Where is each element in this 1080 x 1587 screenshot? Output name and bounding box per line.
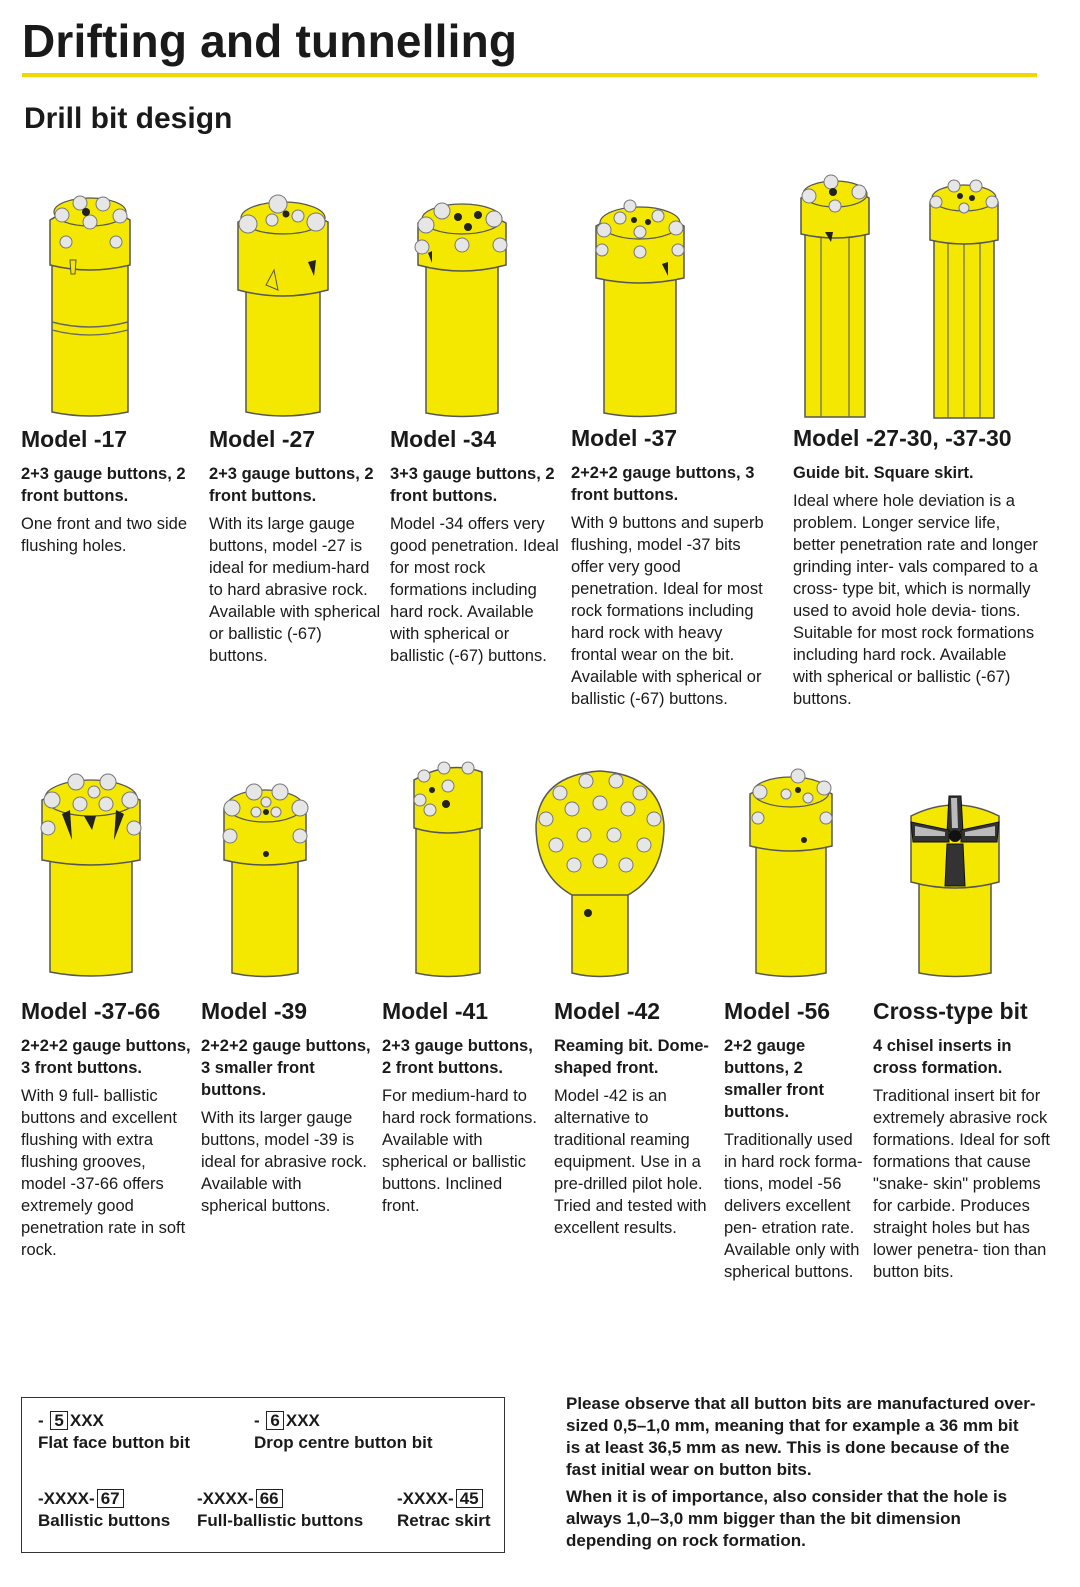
model-spec: 3+3 gauge buttons, 2 front buttons. [390,465,555,505]
model-card-37-66 [21,997,193,1261]
model-description: Traditional insert bit for extremely abrasive rock formations. Ideal for soft formations that cause "snake- skin" problems for carbide. Produces straight holes but has lower penetra- tion than button bits. [873,1087,1050,1281]
bit-illustration-model-27-30 [795,172,875,420]
model-spec: 2+3 gauge buttons, 2 front buttons. [209,465,374,505]
model-name: Model -27 [209,426,316,452]
bit-illustration-model-42 [530,765,670,980]
model-card-56 [724,997,864,1283]
legend-label: Drop centre button bit [254,1433,433,1452]
model-spec: 4 chisel inserts in cross formation. [873,1037,1012,1077]
model-description: Model -42 is an alternative to traditional reaming equipment. Use in a pre-drilled pilot hole. Tried and tested with excellent results. [554,1087,707,1237]
model-spec: Reaming bit. Dome-shaped front. [554,1037,709,1077]
model-card-42 [554,997,714,1239]
bit-illustration-model-27 [228,190,338,420]
model-spec: 2+2+2 gauge buttons, 3 front buttons. [21,1037,191,1077]
bit-illustration-model-37-66 [36,770,146,980]
bit-illustration-model-17 [40,190,140,420]
code-box: 45 [456,1489,483,1508]
bit-illustration-model-37-30 [924,176,1004,420]
page-title: Drifting and tunnelling [22,15,518,67]
legend-flat-face [38,1410,190,1454]
legend-code: -XXXX- 45 [397,1488,491,1510]
model-spec: 2+2 gauge buttons, 2 smaller front buttons. [724,1037,824,1121]
legend-code: -XXXX- 67 [38,1488,170,1510]
model-spec: 2+2+2 gauge buttons, 3 front buttons. [571,464,755,504]
model-name: Model -39 [201,998,308,1024]
code-box: 67 [97,1489,124,1508]
legend-retrac-skirt [397,1488,491,1532]
bit-illustration-cross-type [905,790,1005,980]
bit-illustration-model-56 [746,768,836,980]
model-description: Traditionally used in hard rock forma- tions, model -56 delivers excellent pen- etration rate. Available only with spherical buttons. [724,1131,863,1281]
legend-label: Ballistic buttons [38,1511,171,1530]
model-name: Model -37 [571,425,678,451]
model-name: Model -17 [21,426,128,452]
legend-label: Full-ballistic buttons [197,1511,364,1530]
model-name: Model -34 [390,426,497,452]
model-description: Ideal where hole deviation is a problem. Longer service life, better penetration rate and longer grinding inter- vals compared to a cross- type bit, which is normally used to avoid hole devia- tions. Suitable for most rock formations including hard rock. Available with spherical or ballistic (-67) buttons. [793,492,1038,708]
model-name: Model -41 [382,998,489,1024]
model-description: With its larger gauge buttons, model -39 is ideal for abrasive rock. Available with spherical buttons. [201,1109,367,1215]
model-name: Cross-type bit [873,998,1028,1024]
model-description: With 9 full- ballistic buttons and excellent flushing with extra flushing grooves, model -37-66 offers extremely good penetration rate in soft rock. [21,1087,186,1259]
model-description: Model -34 offers very good penetration. Ideal for most rock formations including hard rock. Available with spherical or ballistic (-67) buttons. [390,515,559,665]
model-card-17 [21,425,196,557]
model-spec: 2+2+2 gauge buttons, 3 smaller front buttons. [201,1037,371,1099]
model-card-27 [209,425,381,667]
model-name: Model -42 [554,998,661,1024]
bit-illustration-model-39 [220,780,310,980]
model-card-37 [571,424,771,710]
model-spec: 2+3 gauge buttons, 2 front buttons. [21,465,186,505]
model-description: With 9 buttons and superb flushing, model -37 bits offer very good penetration. Ideal for most rock formations including hard rock with heavy frontal wear on the bit. Available with spherical or ballistic (-67) buttons. [571,514,764,708]
model-name: Model -56 [724,998,831,1024]
model-name: Model -37-66 [21,998,161,1024]
bit-illustration-model-34 [412,195,512,420]
model-card-39 [201,997,371,1217]
legend-code: - 5 XXX [38,1411,104,1430]
legend-ballistic [38,1488,170,1532]
code-box: 5 [50,1411,67,1430]
legend-label: Flat face button bit [38,1433,191,1452]
model-name: Model -27-30, -37-30 [793,425,1012,451]
section-subtitle: Drill bit design [24,102,233,135]
hole-size-note: When it is of importance, also consider that the hole is always 1,0–3,0 mm bigger than the bit dimension depending on rock formation. [566,1487,1008,1550]
model-description: For medium-hard to hard rock formations. Available with spherical or ballistic buttons. Inclined front. [382,1087,537,1215]
oversize-note: Please observe that all button bits are manufactured over-sized 0,5–1,0 mm, meaning that for example a 36 mm bit is at least 36,5 mm as new. This is done because of the fast initial wear on button bits. [566,1394,1036,1479]
code-box: 66 [256,1489,283,1508]
code-box: 6 [266,1411,283,1430]
legend-full-ballistic [197,1488,363,1532]
model-card-cross-type [873,997,1053,1283]
model-spec: Guide bit. Square skirt. [793,464,974,482]
legend-code: -XXXX- 66 [197,1488,363,1510]
title-underline [22,73,1037,77]
model-card-34 [390,425,562,667]
model-card-41 [382,997,544,1217]
bit-illustration-model-41 [408,758,488,980]
model-spec: 2+3 gauge buttons, 2 front buttons. [382,1037,533,1077]
legend-drop-centre [254,1410,432,1454]
legend-code: - 6 XXX [254,1411,320,1430]
code-legend-box [21,1397,505,1553]
model-card-27-30-37-30 [793,424,1038,710]
bit-illustration-model-37 [590,198,690,420]
model-description: One front and two side flushing holes. [21,515,188,555]
legend-label: Retrac skirt [397,1511,491,1530]
model-description: With its large gauge buttons, model -27 is ideal for medium-hard to hard abrasive rock. Available with spherical or ballistic (-67) buttons. [209,515,381,665]
